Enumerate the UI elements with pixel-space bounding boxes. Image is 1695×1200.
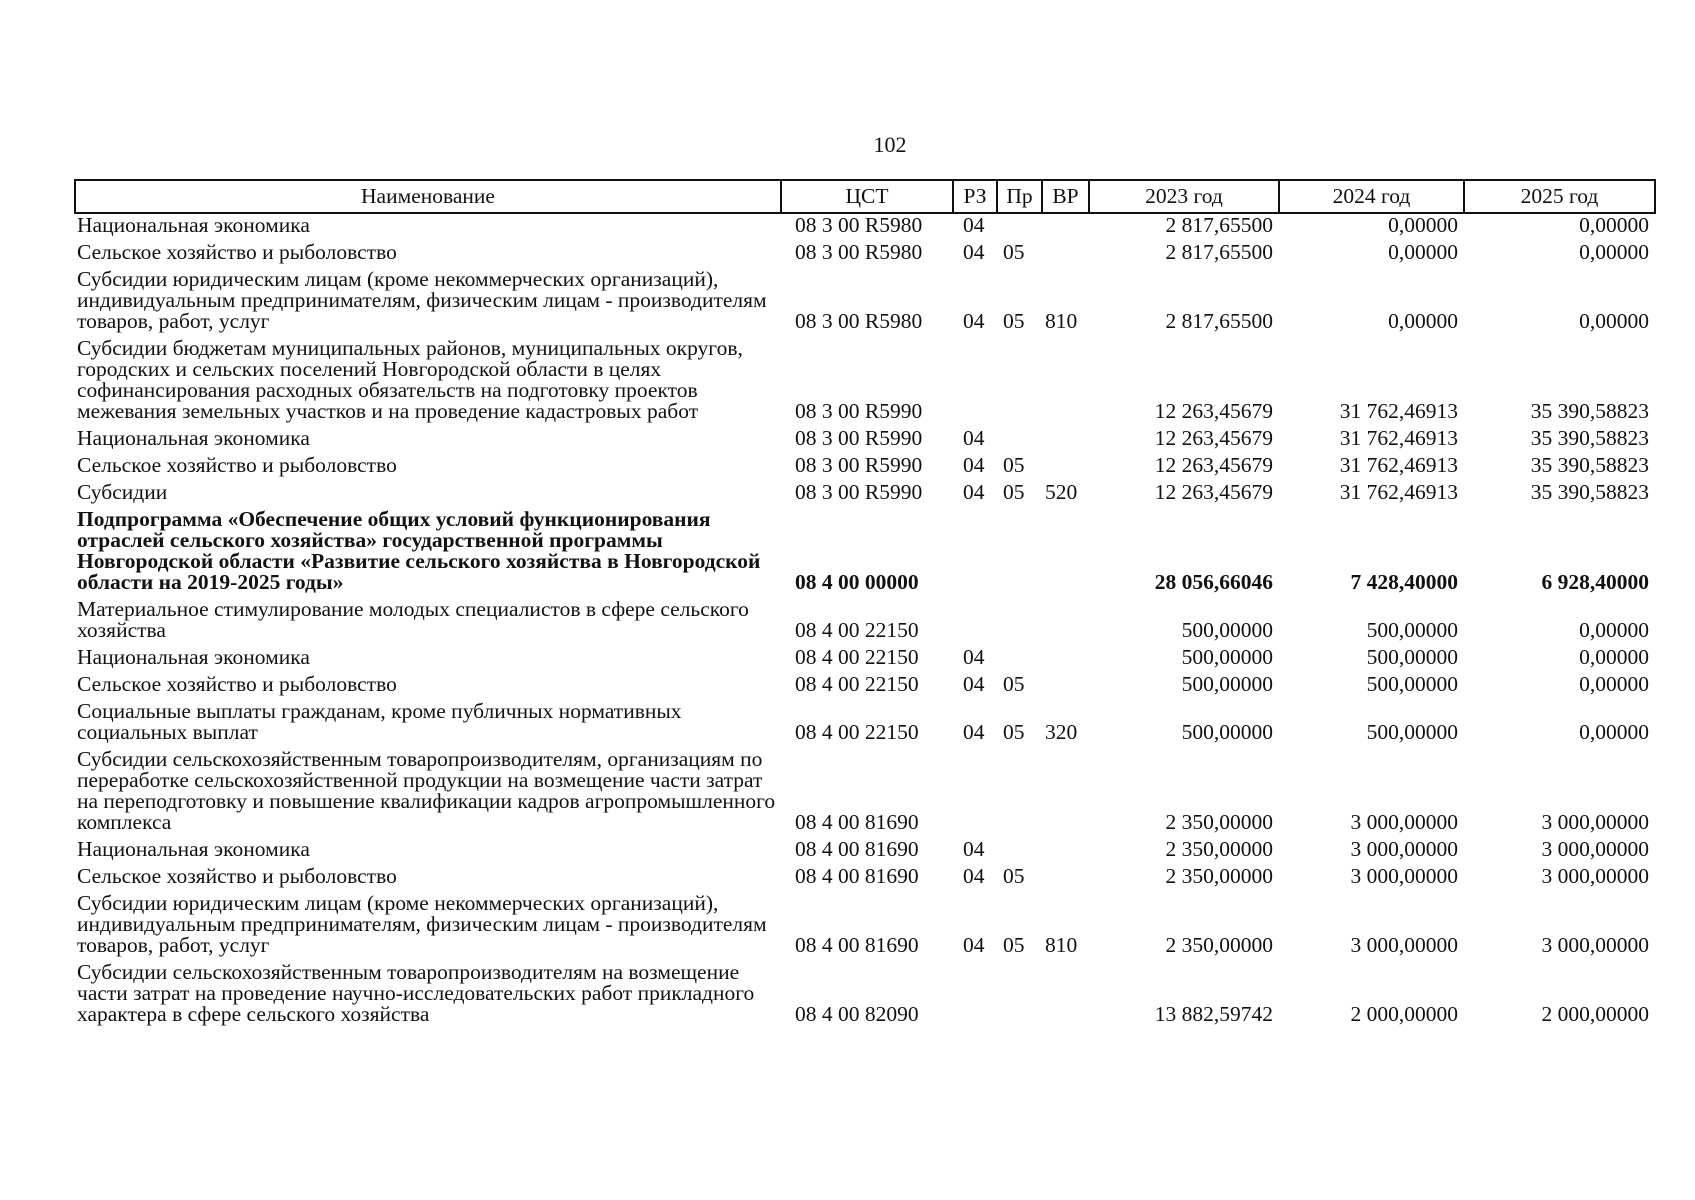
cell-vr [1042,454,1089,481]
cell-pr: 05 [1003,480,1025,504]
cell-cst: 08 3 00 R5980 [795,240,923,264]
cell-name: Сельское хозяйство и рыболовство [77,864,397,888]
table-row [75,508,1655,598]
cell-cst: 08 3 00 R5980 [795,213,923,237]
cell-name: Субсидии юридическим лицам (кроме некоммерческих организаций), индивидуальным предпринимателям, физическим лицам - производителям товаров, работ, услуг [77,267,767,333]
cell-name: Национальная экономика [77,837,310,861]
cell-pr: 05 [1003,309,1025,333]
cell-vr [1042,646,1089,673]
table-header-row [75,180,1655,213]
cell-rz: 04 [963,426,985,450]
cell-2024: 31 762,46913 [1339,480,1458,504]
cell-pr: 05 [1003,933,1025,957]
cell-2025: 0,00000 [1579,720,1649,744]
cell-2025: 35 390,58823 [1530,426,1649,450]
cell-cst: 08 4 00 22150 [795,720,919,744]
cell-2024: 3 000,00000 [1350,933,1458,957]
cell-2024: 500,00000 [1366,645,1458,669]
cell-2023: 2 817,65500 [1165,309,1273,333]
cell-2023: 12 263,45679 [1154,480,1273,504]
cell-2023: 2 817,65500 [1165,213,1273,237]
cell-rz [953,337,997,427]
cell-2023: 12 263,45679 [1154,426,1273,450]
cell-pr: 05 [1003,864,1025,888]
cell-2024: 31 762,46913 [1339,426,1458,450]
cell-2025: 35 390,58823 [1530,399,1649,423]
cell-vr [1042,598,1089,646]
cell-pr [997,961,1042,1030]
header-2025: 2025 год [1464,180,1655,213]
cell-2025: 0,00000 [1579,240,1649,264]
cell-pr [997,427,1042,454]
cell-vr [1042,748,1089,838]
cell-2024: 0,00000 [1388,213,1458,237]
table-row [75,241,1655,268]
cell-name: Субсидии юридическим лицам (кроме некоммерческих организаций), индивидуальным предпринимателям, физическим лицам - производителям товаров, работ, услуг [77,891,767,957]
cell-cst: 08 3 00 R5980 [795,309,923,333]
cell-pr [997,748,1042,838]
cell-2023: 500,00000 [1181,618,1273,642]
cell-name: Материальное стимулирование молодых специалистов в сфере сельского хозяйства [77,597,749,642]
cell-rz [953,508,997,598]
cell-rz: 04 [963,672,985,696]
cell-vr [1042,508,1089,598]
cell-cst: 08 4 00 22150 [795,645,919,669]
cell-rz: 04 [963,309,985,333]
cell-cst: 08 4 00 81690 [795,864,919,888]
cell-2025: 6 928,40000 [1541,570,1649,594]
cell-2023: 2 350,00000 [1165,933,1273,957]
cell-vr [1042,673,1089,700]
cell-cst: 08 4 00 81690 [795,837,919,861]
cell-name: Субсидии сельскохозяйственным товаропроизводителям, организациям по переработке сельскохозяйственной продукции на возмещение части затрат на переподготовку и повышение квалификации кадров агропромышленного комплекса [77,747,776,834]
cell-rz [953,961,997,1030]
table-row [75,646,1655,673]
cell-name: Сельское хозяйство и рыболовство [77,672,397,696]
cell-pr: 05 [1003,240,1025,264]
cell-2024: 3 000,00000 [1350,864,1458,888]
cell-vr: 320 [1045,720,1078,744]
table-row [75,961,1655,1030]
cell-2025: 0,00000 [1579,309,1649,333]
cell-vr [1042,961,1089,1030]
cell-2023: 500,00000 [1181,672,1273,696]
table-row [75,213,1655,241]
cell-pr [997,598,1042,646]
cell-2025: 3 000,00000 [1541,810,1649,834]
cell-rz [953,598,997,646]
cell-rz: 04 [963,480,985,504]
cell-pr [997,337,1042,427]
cell-pr [997,508,1042,598]
cell-2023: 28 056,66046 [1154,570,1273,594]
cell-2023: 2 350,00000 [1165,864,1273,888]
cell-vr [1042,213,1089,241]
table-row [75,598,1655,646]
cell-2024: 500,00000 [1366,618,1458,642]
cell-2023: 500,00000 [1181,645,1273,669]
cell-2023: 12 263,45679 [1154,399,1273,423]
cell-2025: 0,00000 [1579,618,1649,642]
cell-2024: 500,00000 [1366,720,1458,744]
cell-name: Национальная экономика [77,426,310,450]
cell-name: Субсидии сельскохозяйственным товаропроизводителям на возмещение части затрат на проведение научно-исследовательских работ прикладного характера в сфере сельского хозяйства [77,960,755,1026]
cell-cst: 08 3 00 R5990 [795,480,923,504]
cell-rz: 04 [963,240,985,264]
cell-vr [1042,241,1089,268]
cell-2023: 12 263,45679 [1154,453,1273,477]
table-row [75,838,1655,865]
cell-2025: 0,00000 [1579,645,1649,669]
cell-2023: 2 817,65500 [1165,240,1273,264]
cell-pr: 05 [1003,720,1025,744]
header-2024: 2024 год [1279,180,1464,213]
table-row [75,700,1655,748]
cell-2025: 0,00000 [1579,672,1649,696]
cell-vr [1042,337,1089,427]
cell-2025: 3 000,00000 [1541,837,1649,861]
cell-vr: 520 [1045,480,1078,504]
cell-rz: 04 [963,837,985,861]
table-row [75,865,1655,892]
cell-2024: 31 762,46913 [1339,453,1458,477]
cell-2023: 500,00000 [1181,720,1273,744]
cell-vr [1042,865,1089,892]
cell-2024: 0,00000 [1388,240,1458,264]
cell-2024: 0,00000 [1388,309,1458,333]
cell-2025: 35 390,58823 [1530,453,1649,477]
cell-vr: 810 [1045,933,1078,957]
cell-rz: 04 [963,933,985,957]
cell-2025: 35 390,58823 [1530,480,1649,504]
cell-vr [1042,427,1089,454]
header-pr: Пр [997,180,1042,213]
cell-2024: 7 428,40000 [1350,570,1458,594]
cell-cst: 08 4 00 22150 [795,618,919,642]
cell-2025: 3 000,00000 [1541,864,1649,888]
cell-2024: 500,00000 [1366,672,1458,696]
header-vr: ВР [1042,180,1089,213]
cell-cst: 08 4 00 00000 [795,570,919,594]
cell-name: Сельское хозяйство и рыболовство [77,240,397,264]
table-row [75,748,1655,838]
cell-2025: 3 000,00000 [1541,933,1649,957]
table-row [75,673,1655,700]
cell-rz: 04 [963,864,985,888]
page-number: 102 [873,132,907,157]
table-row [75,427,1655,454]
cell-2023: 2 350,00000 [1165,810,1273,834]
cell-name: Субсидии бюджетам муниципальных районов, муниципальных округов, городских и сельских поселений Новгородской области в целях софинансирования расходных обязательств на подготовку проектов межевания земельных участков и на проведение кадастровых работ [77,336,743,423]
cell-cst: 08 3 00 R5990 [795,426,923,450]
cell-rz: 04 [963,453,985,477]
cell-pr: 05 [1003,453,1025,477]
cell-pr [997,838,1042,865]
header-2023: 2023 год [1089,180,1279,213]
cell-cst: 08 4 00 82090 [795,1002,919,1026]
cell-name: Национальная экономика [77,645,310,669]
cell-vr [1042,838,1089,865]
cell-name: Национальная экономика [77,213,310,237]
cell-pr [997,213,1042,241]
cell-cst: 08 3 00 R5990 [795,399,923,423]
cell-cst: 08 4 00 81690 [795,933,919,957]
table-row [75,892,1655,961]
header-name: Наименование [75,180,781,213]
cell-name: Субсидии [77,480,168,504]
cell-cst: 08 4 00 22150 [795,672,919,696]
cell-rz: 04 [963,213,985,237]
table-row [75,268,1655,337]
cell-2023: 13 882,59742 [1154,1002,1273,1026]
cell-2024: 3 000,00000 [1350,810,1458,834]
cell-2024: 2 000,00000 [1350,1002,1458,1026]
cell-rz [953,748,997,838]
cell-name: Социальные выплаты гражданам, кроме публичных нормативных социальных выплат [77,699,682,744]
cell-2025: 2 000,00000 [1541,1002,1649,1026]
cell-2024: 3 000,00000 [1350,837,1458,861]
cell-cst: 08 4 00 81690 [795,810,919,834]
budget-table [74,179,1656,1030]
table-row [75,337,1655,427]
cell-pr [997,646,1042,673]
table-body [75,213,1655,1030]
header-rz: РЗ [953,180,997,213]
cell-2023: 2 350,00000 [1165,837,1273,861]
cell-cst: 08 3 00 R5990 [795,453,923,477]
cell-rz: 04 [963,720,985,744]
cell-vr: 810 [1045,309,1078,333]
cell-2024: 31 762,46913 [1339,399,1458,423]
cell-rz: 04 [963,645,985,669]
cell-name: Подпрограмма «Обеспечение общих условий функционирования отраслей сельского хозяйства» государственной программы Новгородской области «Развитие сельского хозяйства в Новгородской области на 2019-2025 годы» [77,507,761,594]
cell-name: Сельское хозяйство и рыболовство [77,453,397,477]
cell-2025: 0,00000 [1579,213,1649,237]
header-cst: ЦСТ [781,180,953,213]
table-row [75,481,1655,508]
cell-pr: 05 [1003,672,1025,696]
table-row [75,454,1655,481]
